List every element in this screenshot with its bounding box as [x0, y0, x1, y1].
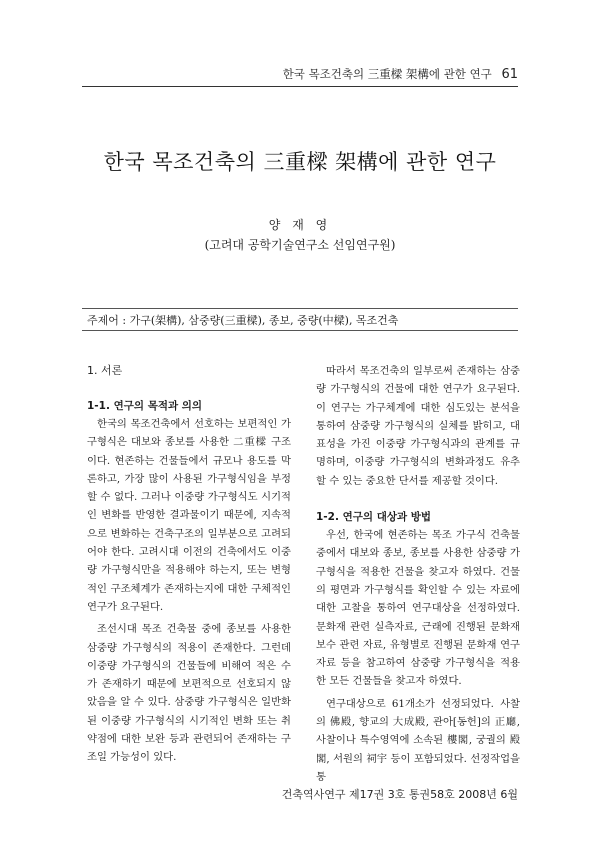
right-column: [316, 362, 520, 786]
section-heading: 1. 서론: [87, 364, 123, 377]
keywords-rule-top: [82, 308, 518, 309]
author-name: 양 재 영: [268, 218, 332, 232]
body-paragraph: 우선, 한국에 현존하는 목조 가구식 건축물 중에서 대보와 종보, 종보를 사용한 삼중량 가구형식을 적용한 건물을 찾고자 하였다. 건물의 평면과 가구형식를 확인할 수 있는 자료에 대한 고찰을 통하여 연구대상을 선정하였다. 문화재 관련 실측자료, 근래에 진행된 문화재 보수 관련 자료, 유형별로 진행된 문화재 연구자료 등을 참고하여 삼중량 가구형식을 적용한 모든 건물들을 찾고자 하였다.: [316, 529, 520, 688]
keywords-rule-bottom: [82, 330, 518, 331]
page-number: 61: [501, 67, 518, 82]
body-paragraph: 따라서 목조건축의 일부로써 존재하는 삼중량 가구형식의 건물에 대한 연구가 요구된다. 이 연구는 가구체계에 대한 심도있는 분석을 통하여 삼중량 가구형식의 실체를 밝히고, 대표성을 가진 이중량 가구형식과의 관계를 규명하며, 이중량 가구형식의 변화과정도 유추할 수 있는 중요한 단서를 제공할 것이다.: [316, 365, 520, 487]
journal-footer: 건축역사연구 제17권 3호 통권58호 2008년 6월: [281, 788, 518, 801]
header-rule: [82, 86, 518, 87]
subsection-heading: 1-1. 연구의 목적과 의의: [87, 400, 203, 412]
author-affiliation: (고려대 공학기술연구소 선임연구원): [204, 238, 396, 252]
running-header: [60, 66, 518, 82]
left-column: [87, 362, 291, 767]
body-paragraph: 한국의 목조건축에서 선호하는 보편적인 가구형식은 대보와 종보를 사용한 二重樑 구조이다. 현존하는 건물들에서 규모나 용도를 막론하고, 가장 많이 사용된 가구형식임을 부정할 수 없다. 그러나 이중량 가구형식도 시기적인 변화를 반영한 결과물이기 때문에, 지속적으로 변화하는 건축구조의 일부분으로 고려되어야 한다. 고려시대 이전의 건축에서도 이중량 가구형식만을 적용해야 하는지, 또는 변형적인 구조체계가 존재하는지에 대한 구체적인 연구가 요구된다.: [87, 418, 291, 613]
paper-title: 한국 목조건축의 三重樑 架構에 관한 연구: [103, 150, 497, 174]
keywords: 주제어 : 가구(架構), 삼중량(三重樑), 종보, 중량(中樑), 목조건축: [87, 314, 399, 327]
body-paragraph: 연구대상으로 61개소가 선정되었다. 사찰의 佛殿, 향교의 大成殿, 관아[동헌]의 正廳, 사찰이나 특수영역에 소속된 樓閣, 궁궐의 殿閣, 서원의 祠宇 등이 포함되었다. 선정작업을 통: [316, 697, 520, 783]
running-title: 한국 목조건축의 三重樑 架構에 관한 연구: [282, 67, 492, 81]
subsection-heading: 1-2. 연구의 대상과 방법: [316, 511, 432, 524]
body-paragraph: 조선시대 목조 건축물 중에 종보를 사용한 삼중량 가구형식의 적용이 존재한다. 그런데 이중량 가구형식의 건물들에 비해여 적은 수가 존재하기 때문에 보편적으로 선호되지 않았음을 알 수 있다. 삼중량 가구형식은 일반화된 이중량 가구형식의 시기적인 변화 또는 취약점에 대한 보완 등과 관련되어 존재하는 구조일 가능성이 있다.: [87, 623, 291, 764]
